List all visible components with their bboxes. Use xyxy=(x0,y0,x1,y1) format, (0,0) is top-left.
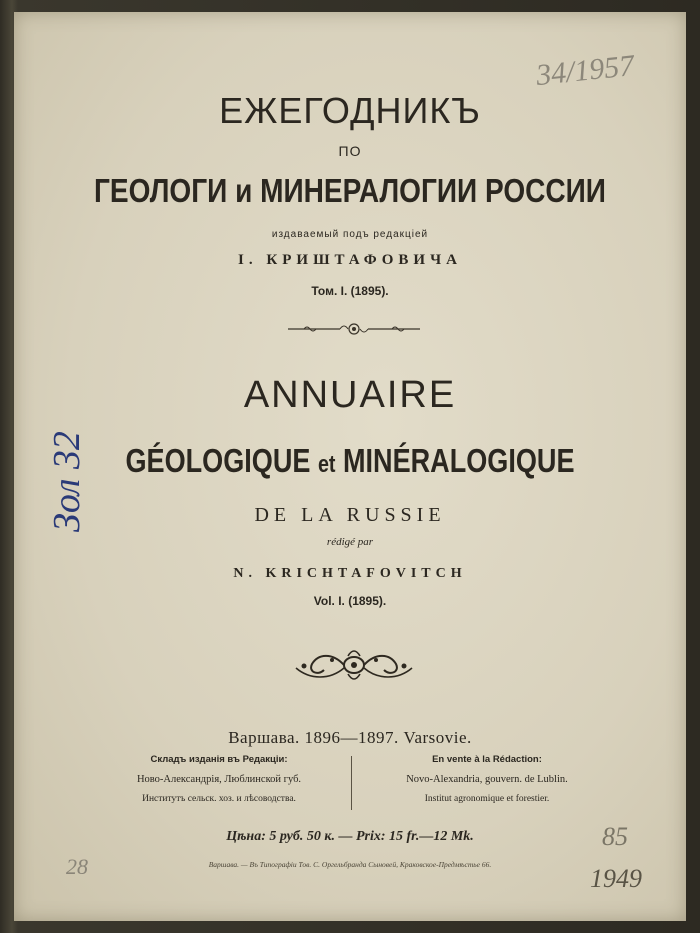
left-col-line-1: Складъ изданiя въ Редакцiи: xyxy=(150,754,288,765)
preposition-po: ПО xyxy=(338,143,362,159)
redige-par: rédigé par xyxy=(326,536,374,548)
title-page xyxy=(14,12,686,921)
right-col-line-1: En vente à la Rédaction: xyxy=(432,754,542,765)
blue-shelfmark-handwriting: Зол 32 xyxy=(46,431,88,532)
edited-by-russian: издаваемый подъ редакцiей xyxy=(271,229,429,240)
subject-russian: ГЕОЛОГИ и МИНЕРАЛОГИИ РОССИИ xyxy=(94,172,606,209)
of-russia: DE LA RUSSIE xyxy=(254,504,446,526)
title-french: ANNUAIRE xyxy=(243,374,457,416)
price-line: Цѣна: 5 руб. 50 к. — Prix: 15 fr.—12 Mk. xyxy=(226,829,474,844)
title-russian: ЕЖЕГОДНИКЪ xyxy=(219,90,481,131)
editor-french: N. KRICHTAFOVITCH xyxy=(233,566,467,581)
subject-french-geologique: GÉOLOGIQUE xyxy=(125,442,311,479)
left-col-line-3: Институтъ сельск. хоз. и лѣсоводства. xyxy=(142,794,296,804)
imprint-line: Варшава. 1896—1897. Varsovie. xyxy=(228,728,472,747)
editor-russian: I. КРИШТАФОВИЧА xyxy=(238,252,462,268)
pencil-note-right-1: 85 xyxy=(602,822,628,851)
left-col-line-2: Ново-Александрiя, Люблинской губ. xyxy=(136,774,302,785)
subject-french-et: et xyxy=(317,451,336,478)
floral-ornament xyxy=(284,644,424,686)
divider-ornament xyxy=(284,320,424,338)
pencil-note-right-2: 1949 xyxy=(590,864,642,893)
subject-french xyxy=(74,442,625,480)
right-col-line-3: Institut agronomique et forestier. xyxy=(424,794,550,804)
subject-french-mineralogique: MINÉRALOGIQUE xyxy=(342,442,575,479)
right-col-line-2: Novo-Alexandria, gouvern. de Lublin. xyxy=(406,774,568,785)
printer-footer: Варшава. — Въ Типографiи Тов. С. Оргельбранда Сыновей, Краковское-Предмѣстье 66. xyxy=(208,860,492,869)
pencil-note-left: 28 xyxy=(66,854,88,879)
volume-russian: Том. I. (1895). xyxy=(311,284,389,298)
volume-french: Vol. I. (1895). xyxy=(313,594,387,608)
pencil-note-top: 34/1957 xyxy=(534,48,636,93)
